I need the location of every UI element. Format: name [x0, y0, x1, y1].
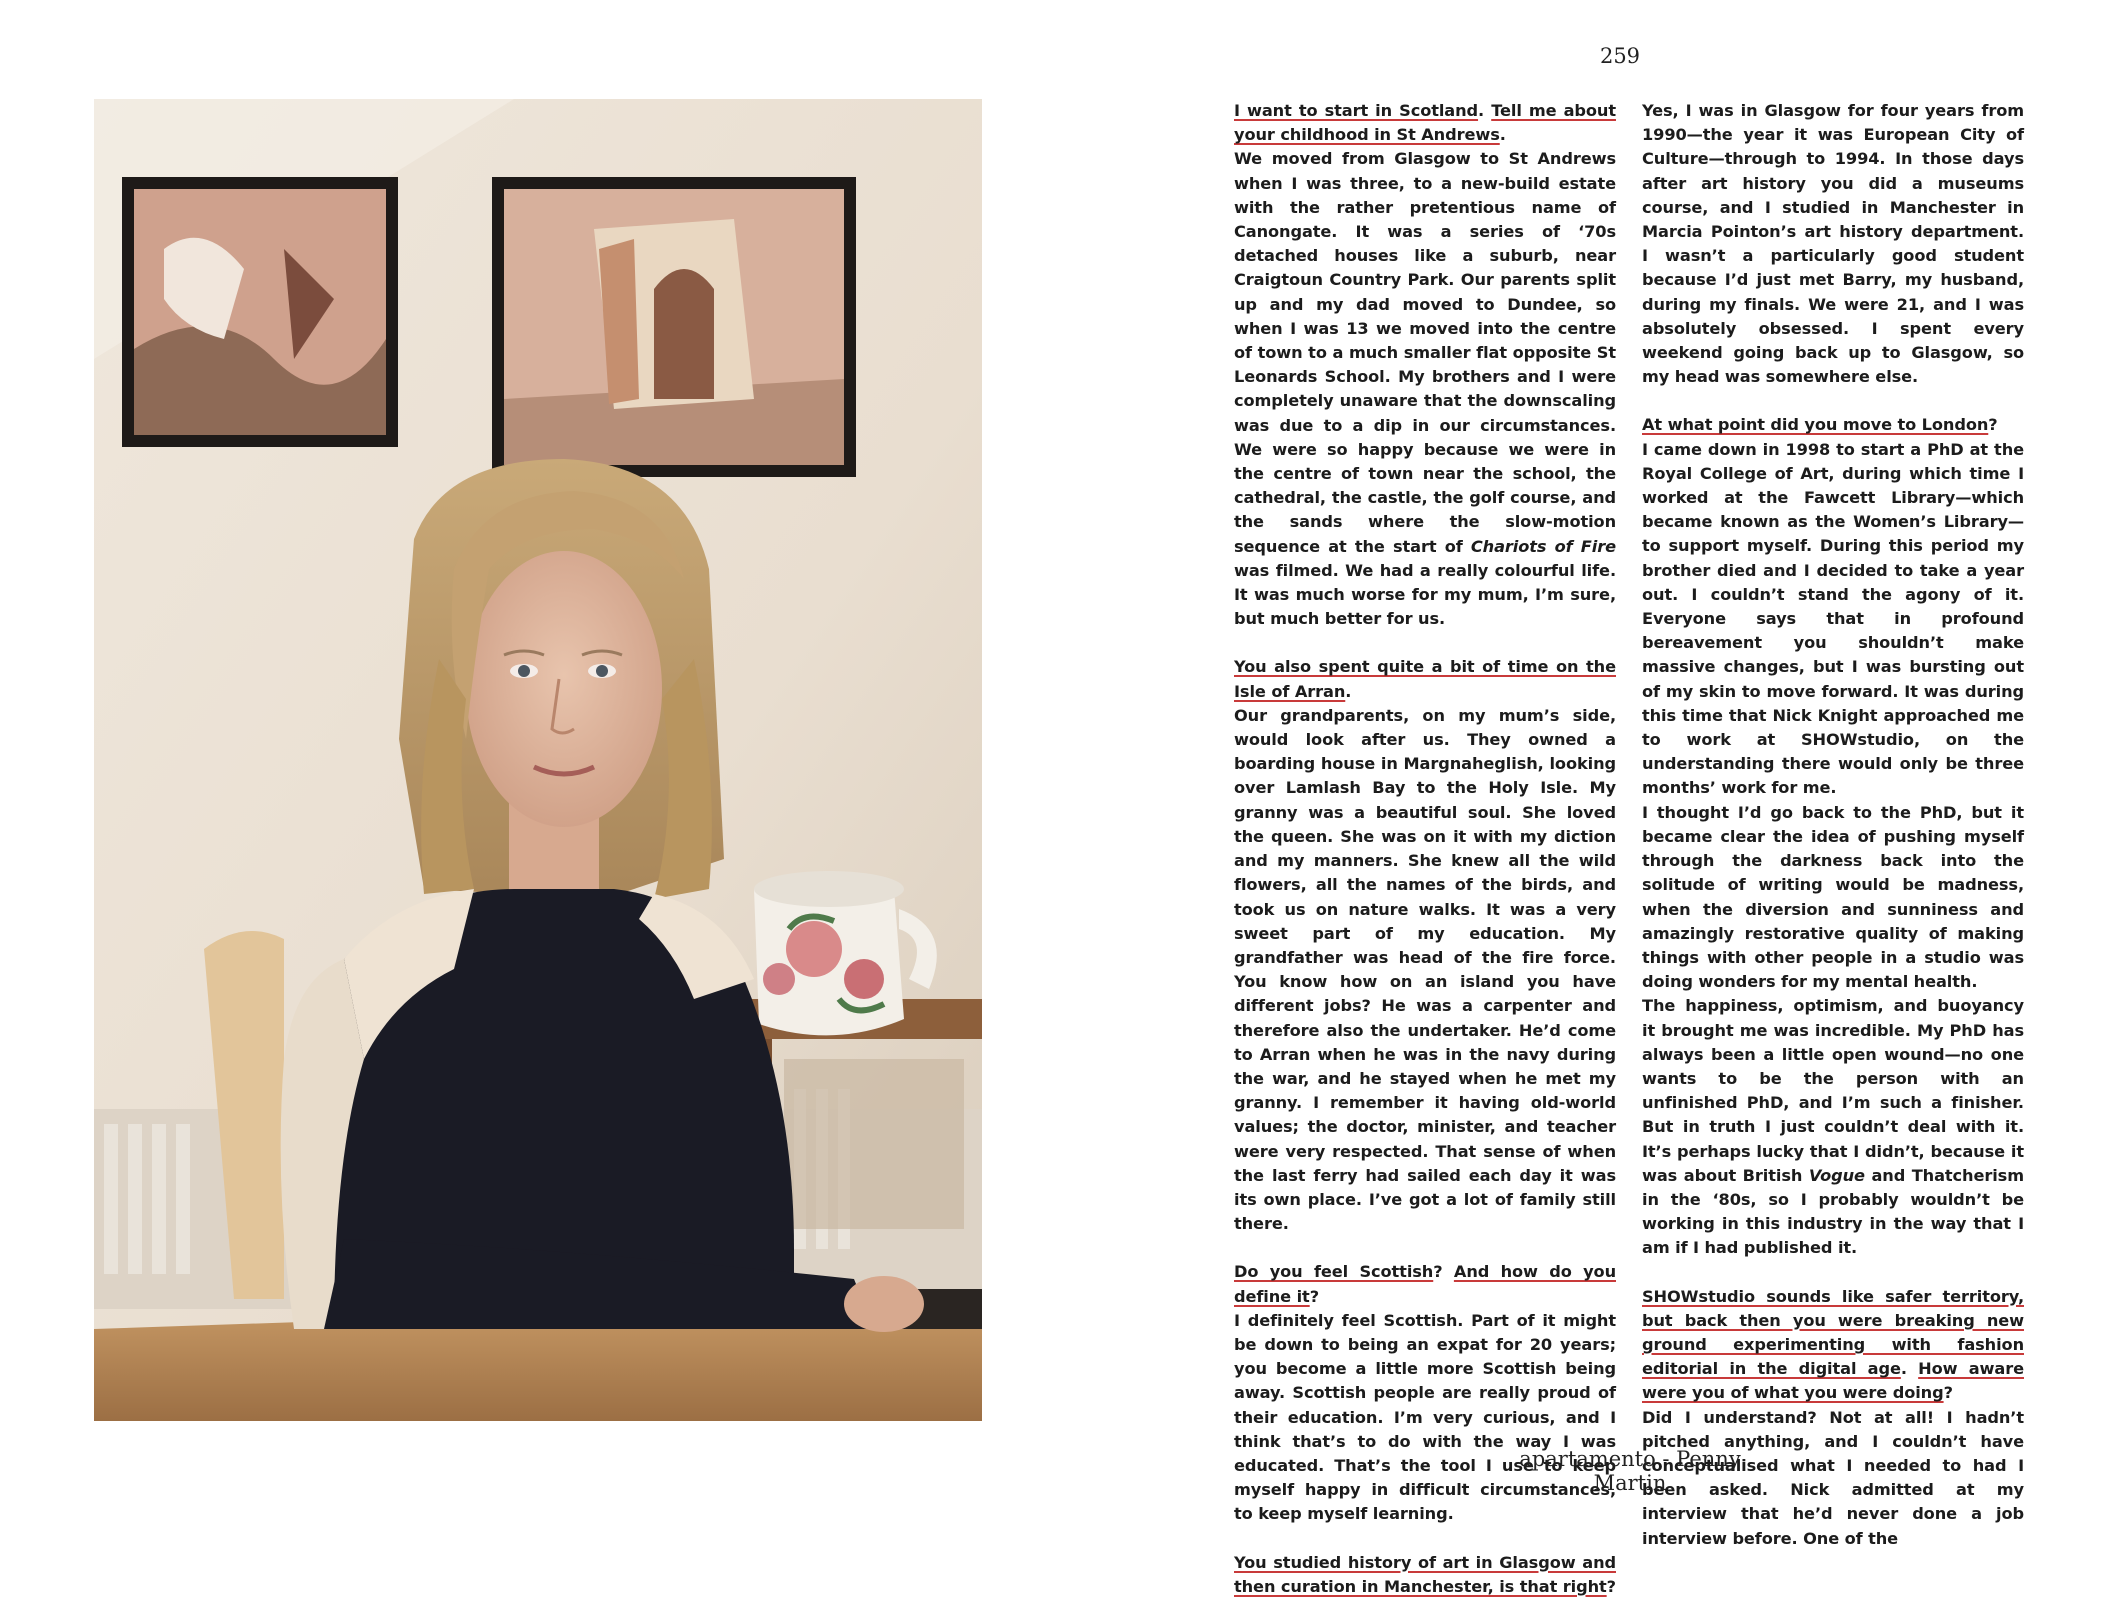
answer-scottish: I definitely feel Scottish. Part of it might be down to being an expat for 20 years; you become a little more Scottish being away. Scottish people are really proud of their education. I’m very curious, and I think that’s to do with the way I was educated. That’s the tool I use to keep myself happy in difficult circumstances, to keep myself learning. — [1234, 1310, 1616, 1524]
page-footer: apartamento - Penny Martin — [1519, 1447, 1741, 1495]
text-column-right — [1642, 99, 2024, 1551]
question-history-of-art: You studied history of art in Glasgow and then curation in Manchester, is that right? — [1234, 1552, 1616, 1596]
question-scotland: I want to start in Scotland. Tell me about your childhood in St Andrews. — [1234, 101, 1616, 145]
question-showstudio: SHOWstudio sounds like safer territory, but back then you were breaking new ground experimenting with fashion editorial in the digital age. How aware were you of what you were doing? — [1642, 1286, 2024, 1403]
answer-childhood: We moved from Glasgow to St Andrews when I was three, to a new-build estate with the rather pretentious name of Canongate. It was a series of ‘70s detached houses like a suburb, near Craigtoun Country Park. Our parents split up and my dad moved to Dundee, so when I was 13 we moved into the centre of town to a much smaller flat opposite St Leonards School. My brothers and I were completely unaware that the downscaling was due to a dip in our circumstances. We were so happy because we were in the centre of town near the school, the cathedral, the castle, the golf course, and the sands where the slow-motion sequence at the start of Chariots of Fire was filmed. We had a really colourful life. It was much worse for my mum, I’m sure, but much better for us. — [1234, 149, 1616, 629]
answer-arran: Our grandparents, on my mum’s side, would look after us. They owned a boarding house in Margnaheglish, looking over Lamlash Bay to the Holy Isle. My granny was a beautiful soul. She loved the queen. She was on it with my diction and my manners. She knew all the wild flowers, all the names of the birds, and took us on nature walks. It was a very sweet part of my education. My grandfather was head of the fire force. You know how on an island you have different jobs? He was a carpenter and therefore also the undertaker. He’d come to Arran when he was in the navy during the war, and he stayed when he met my granny. I remember it having old-world values; the doctor, minister, and teacher were very respected. That sense of when the last ferry had sailed each day it was its own place. I’ve got a lot of family still there. — [1234, 705, 1616, 1234]
answer-glasgow: Yes, I was in Glasgow for four years from 1990—the year it was European City of Culture—through to 1994. In those days after art history you did a museums course, and I studied in Manchester in Marcia Pointon’s art history department. I wasn’t a particularly good student because I’d just met Barry, my husband, during my finals. We were 21, and I was absolutely obsessed. I spent every weekend going back up to Glasgow, so my head was somewhere else. — [1642, 101, 2024, 387]
portrait-illustration — [94, 99, 982, 1421]
answer-showstudio: Did I understand? Not at all! I hadn’t pitched anything, and I couldn’t have conceptualised what I needed to had I been asked. Nick admitted at my interview that he’d never done a job interview before. One of the — [1642, 1407, 2024, 1548]
answer-phd: I thought I’d go back to the PhD, but it became clear the idea of pushing myself through the darkness back into the solitude of writing would be madness, when the diversion and sunniness and amazingly restorative quality of making things with other people in a studio was doing wonders for my mental health. — [1642, 802, 2024, 992]
answer-london: I came down in 1998 to start a PhD at the Royal College of Art, during which time I worked at the Fawcett Library—which became known as the Women’s Library—to support myself. During this period my brother died and I decided to take a year out. I couldn’t stand the agony of it. Everyone says that in profound bereavement you shouldn’t make massive changes, but I was bursting out of my skin to move forward. It was during this time that Nick Knight approached me to work at SHOWstudio, on the understanding there would only be three months’ work for me. — [1642, 439, 2024, 798]
portrait-photo — [94, 99, 982, 1421]
page-number: 259 — [1599, 44, 1641, 68]
question-arran: You also spent quite a bit of time on the Isle of Arran. — [1234, 657, 1616, 701]
text-column-left — [1234, 99, 1616, 1599]
answer-happiness: The happiness, optimism, and buoyancy it brought me was incredible. My PhD has always been a little open wound—no one wants to be the person with an unfinished PhD, and I’m such a finisher. But in truth I just couldn’t deal with it. It’s perhaps lucky that I didn’t, because it was about British Vogue and Thatcherism in the ‘80s, so I probably wouldn’t be working in this industry in the way that I am if I had published it. — [1642, 996, 2024, 1258]
question-london: At what point did you move to London? — [1642, 415, 1998, 435]
question-scottish: Do you feel Scottish? And how do you define it? — [1234, 1262, 1616, 1306]
